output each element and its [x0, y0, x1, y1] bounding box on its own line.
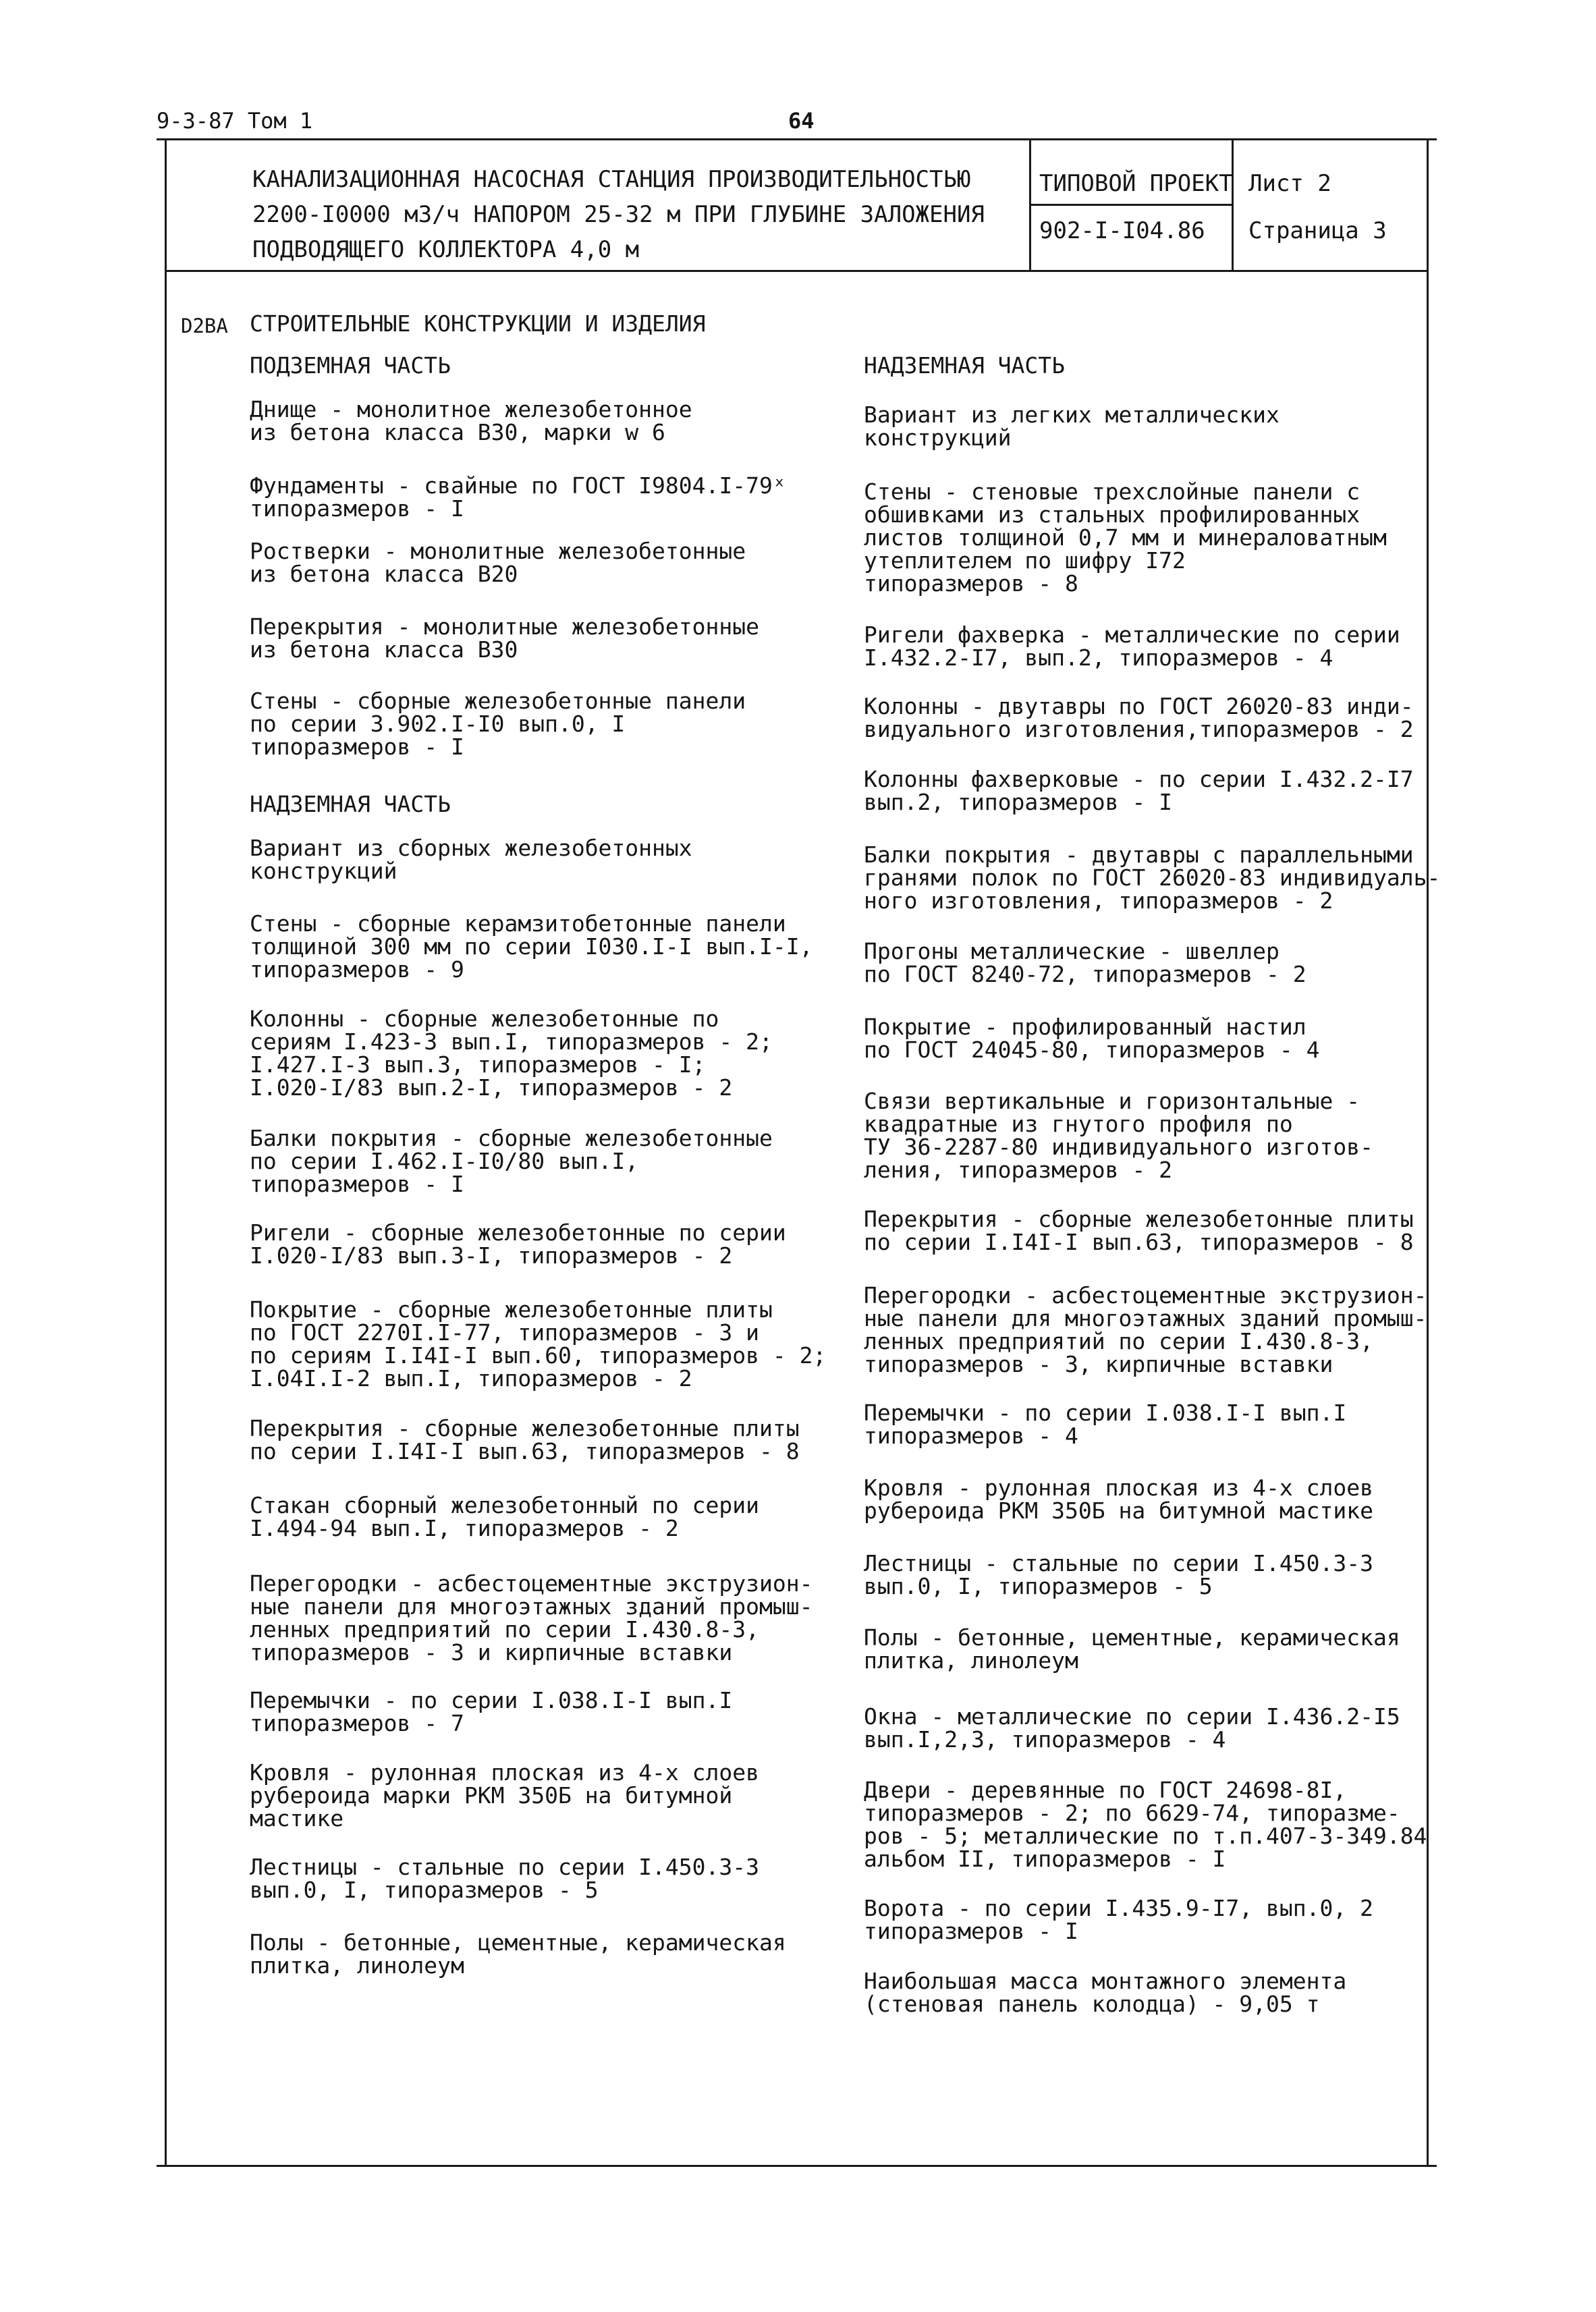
list-item: Окна - металлические по серии I.436.2-I5 вып.I,2,3, типоразмеров - 4: [864, 1703, 1400, 1753]
section-title: СТРОИТЕЛЬНЫЕ КОНСТРУКЦИИ И ИЗДЕЛИЯ: [250, 310, 706, 337]
list-item: Стакан сборный железобетонный по серии I.494-94 вып.I, типоразмеров - 2: [250, 1492, 759, 1541]
left-underground-list: [250, 690, 830, 759]
list-item: Вариант из сборных железобетонных конструкций: [250, 835, 692, 884]
page-number: 64: [788, 108, 815, 134]
list-item: Стены - сборные железобетонные панели по серии 3.902.I-I0 вып.0, I типоразмеров - I: [250, 688, 746, 760]
left-heading-underground: ПОДЗЕМНАЯ ЧАСТЬ: [250, 352, 451, 379]
left-above-item: [250, 1008, 773, 1099]
list-item: Полы - бетонные, цементные, керамическая плитка, линолеум: [250, 1929, 786, 1979]
right-item: [864, 404, 1279, 449]
right-item: [864, 1779, 1427, 1871]
title-line: ПОДВОДЯЩЕГО КОЛЛЕКТОРА 4,0 м: [252, 236, 640, 263]
list-item: Кровля - рулонная плоская из 4-х слоев рубероида РКМ 350Б на битумной мастике: [864, 1475, 1373, 1524]
right-item: [864, 1970, 1346, 2016]
right-item: [864, 1477, 1373, 1522]
list-item: Вариант из легких металлических конструкций: [864, 402, 1279, 451]
list-item: Кровля - рулонная плоская из 4-х слоев рубероида марки РКМ 350Б на битумной мастике: [250, 1759, 759, 1832]
list-item: Фундаменты - свайные по ГОСТ I9804.I-79ˣ типоразмеров - I: [250, 472, 786, 522]
list-item: Ворота - по серии I.435.9-I7, вып.0, 2 типоразмеров - I: [864, 1895, 1373, 1944]
right-item: [864, 695, 1414, 741]
left-underground-list: [250, 474, 830, 520]
right-item: [864, 1552, 1373, 1598]
list-item: Связи вертикальные и горизонтальные - квадратные из гнутого профиля по ТУ 36-2287-80 индивидуального изготов- ления, типоразмеров - 2: [864, 1088, 1373, 1183]
top-rule: [157, 138, 1437, 140]
list-item: Лестницы - стальные по серии I.450.3-3 вып.0, I, типоразмеров - 5: [250, 1854, 759, 1903]
left-heading-above-ground: НАДЗЕМНАЯ ЧАСТЬ: [250, 791, 451, 817]
title-line: 2200-I0000 м3/ч НАПОРОМ 25-32 м ПРИ ГЛУБИНЕ ЗАЛОЖЕНИЯ: [252, 201, 985, 228]
left-above-item: [250, 1417, 800, 1463]
left-above-item: [250, 1127, 773, 1196]
left-above-item: [250, 1761, 759, 1830]
right-item: [864, 1705, 1400, 1751]
list-item: Перекрытия - сборные железобетонные плиты по серии I.I4I-I вып.63, типоразмеров - 8: [864, 1206, 1414, 1255]
title-line: КАНАЛИЗАЦИОННАЯ НАСОСНАЯ СТАНЦИЯ ПРОИЗВОДИТЕЛЬНОСТЬЮ: [252, 166, 971, 193]
list-item: Колонны - двутавры по ГОСТ 26020-83 инди- видуального изготовления,типоразмеров - 2: [864, 693, 1414, 742]
right-item: [864, 1090, 1373, 1182]
project-label: ТИПОВОЙ ПРОЕКТ: [1039, 170, 1233, 197]
section-code: D2BA: [181, 314, 228, 337]
list-item: Стены - сборные керамзитобетонные панели толщиной 300 мм по серии I030.I-I вып.I-I, типоразмеров - 9: [250, 910, 813, 983]
list-item: Перегородки - асбестоцементные экструзион- ные панели для многоэтажных зданий промыш- ленных предприятий по серии I.430.8-3, типоразмеров - 3, кирпичные вставки: [864, 1282, 1427, 1377]
project-number: 902-I-I04.86: [1039, 217, 1205, 244]
frame-left-border: [165, 138, 167, 2167]
right-item: [864, 940, 1306, 986]
right-item: [864, 1016, 1320, 1062]
list-item: Прогоны металлические - швеллер по ГОСТ 8240-72, типоразмеров - 2: [864, 938, 1306, 987]
right-item: [864, 1284, 1427, 1376]
document-title: [252, 162, 985, 267]
list-item: Перекрытия - сборные железобетонные плиты по серии I.I4I-I вып.63, типоразмеров - 8: [250, 1415, 800, 1464]
left-above-item: [250, 1494, 759, 1540]
title-block-bottom-rule: [165, 270, 1429, 272]
list-item: Колонны - сборные железобетонные по сериям I.423-3 вып.I, типоразмеров - 2; I.427.I-3 вып.3, типоразмеров - I; I.020-I/83 вып.2-I, типоразмеров - 2: [250, 1006, 773, 1101]
volume-reference: 9-3-87 Том 1: [157, 108, 313, 134]
right-item: [864, 624, 1400, 669]
list-item: Балки покрытия - сборные железобетонные по серии I.462.I-I0/80 вып.I, типоразмеров - I: [250, 1125, 773, 1197]
right-heading-above-ground: НАДЗЕМНАЯ ЧАСТЬ: [864, 352, 1066, 379]
title-block-divider-2: [1232, 138, 1234, 272]
list-item: Ригели - сборные железобетонные по серии I.020-I/83 вып.3-I, типоразмеров - 2: [250, 1219, 786, 1269]
left-above-item: [250, 912, 813, 981]
left-underground-list: [250, 398, 830, 444]
left-underground-list: [250, 540, 830, 586]
right-item: [864, 1208, 1414, 1254]
left-above-item: [250, 837, 692, 883]
right-item: [864, 844, 1440, 912]
left-above-item: [250, 1856, 759, 1902]
left-underground-list: [250, 615, 830, 661]
right-item: [864, 1626, 1400, 1672]
left-above-item: [250, 1931, 786, 1977]
list-item: Днище - монолитное железобетонное из бетона класса В30, марки w 6: [250, 396, 692, 445]
list-item: Полы - бетонные, цементные, керамическая плитка, линолеум: [864, 1624, 1400, 1674]
list-item: Колонны фахверковые - по серии I.432.2-I7 вып.2, типоразмеров - I: [864, 766, 1414, 815]
list-item: Перемычки - по серии I.038.I-I вып.I типоразмеров - 4: [864, 1400, 1347, 1449]
left-above-item: [250, 1298, 826, 1390]
right-item: [864, 768, 1414, 814]
page-label: Страница 3: [1248, 217, 1387, 244]
list-item: Стены - стеновые трехслойные панели с обшивками из стальных профилированных листов толщиной 0,7 мм и минераловатным утеплителем по шифру I72 типоразмеров - 8: [864, 478, 1387, 597]
list-item: Перегородки - асбестоцементные экструзион- ные панели для многоэтажных зданий промыш- ленных предприятий по серии I.430.8-3, типоразмеров - 3 и кирпичные вставки: [250, 1570, 813, 1666]
sheet-label: Лист 2: [1248, 170, 1331, 197]
list-item: Ростверки - монолитные железобетонные из бетона класса В20: [250, 538, 746, 587]
right-item: [864, 480, 1387, 595]
list-item: Перекрытия - монолитные железобетонные из бетона класса В30: [250, 613, 759, 663]
list-item: Наибольшая масса монтажного элемента (стеновая панель колодца) - 9,05 т: [864, 1968, 1347, 2017]
right-item: [864, 1402, 1346, 1448]
list-item: Двери - деревянные по ГОСТ 24698-8I, типоразмеров - 2; по 6629-74, типоразме- ров - 5; металлические по т.п.407-3-349.84 альбом II, типоразмеров - I: [864, 1777, 1427, 1872]
list-item: Ригели фахверка - металлические по серии I.432.2-I7, вып.2, типоразмеров - 4: [864, 622, 1400, 671]
left-above-item: [250, 1572, 813, 1664]
list-item: Лестницы - стальные по серии I.450.3-3 вып.0, I, типоразмеров - 5: [864, 1550, 1373, 1599]
list-item: Покрытие - профилированный настил по ГОСТ 24045-80, типоразмеров - 4: [864, 1014, 1320, 1063]
list-item: Балки покрытия - двутавры с параллельными гранями полок по ГОСТ 26020-83 индивидуаль- ного изготовления, типоразмеров - 2: [864, 842, 1441, 914]
right-item: [864, 1897, 1373, 1943]
left-above-item: [250, 1221, 786, 1267]
list-item: Перемычки - по серии I.038.I-I вып.I типоразмеров - 7: [250, 1687, 733, 1736]
list-item: Покрытие - сборные железобетонные плиты по ГОСТ 2270I.I-77, типоразмеров - 3 и по сериям I.I4I-I вып.60, типоразмеров - 2; I.04I.I-2 вып.I, типоразмеров - 2: [250, 1296, 827, 1392]
left-above-item: [250, 1689, 732, 1735]
frame-bottom-rule: [157, 2165, 1437, 2167]
